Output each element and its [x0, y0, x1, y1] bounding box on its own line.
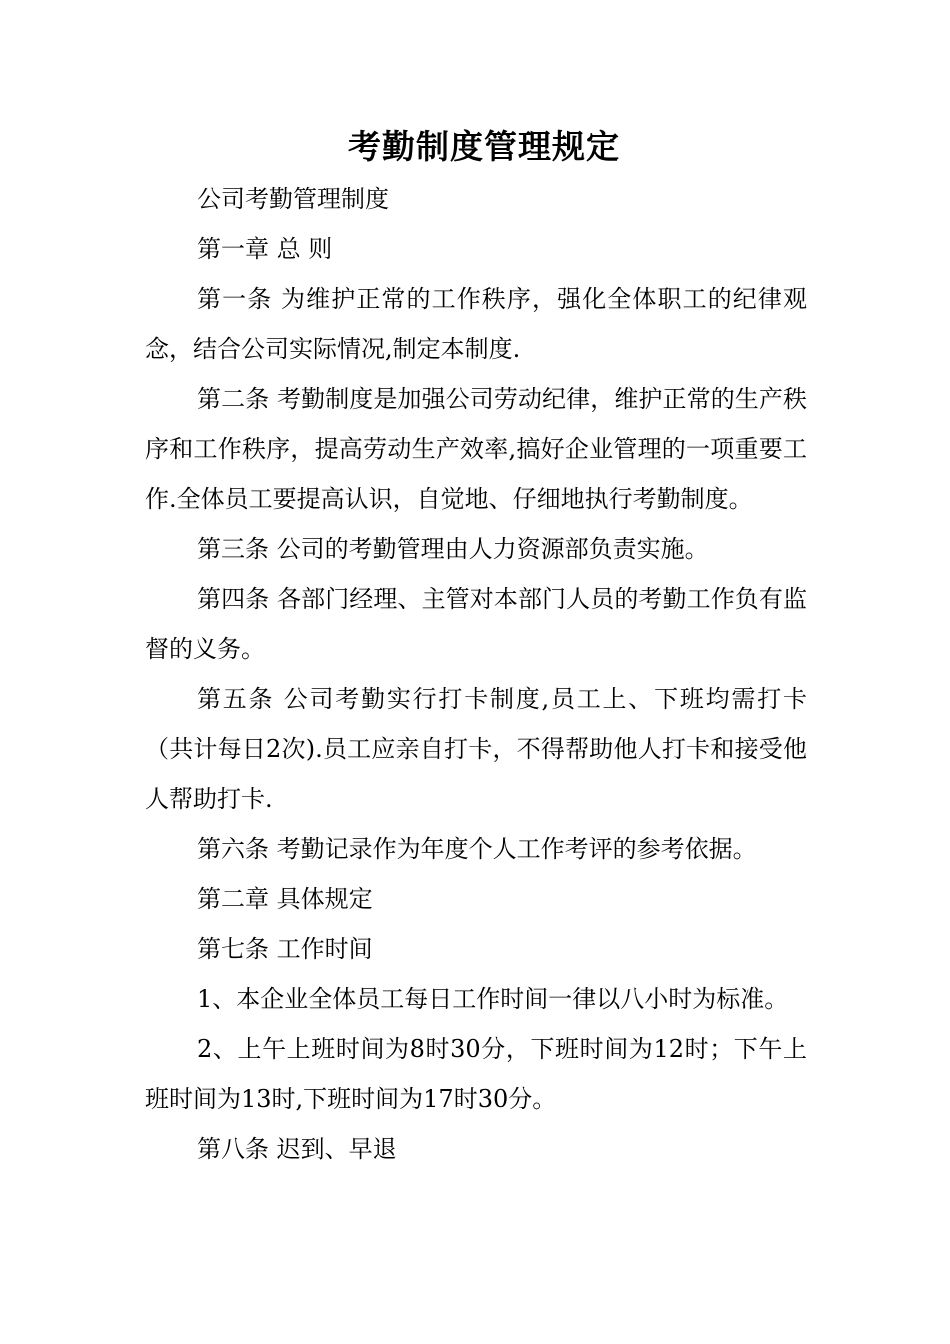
chapter-heading: 第一章 总 则: [197, 235, 333, 263]
subtitle: 公司考勤管理制度: [197, 185, 389, 213]
article-paragraph: 第八条 迟到、早退: [197, 1135, 397, 1163]
article-paragraph: 第六条 考勤记录作为年度个人工作考评的参考依据。: [197, 835, 757, 863]
chapter-heading: 第二章 具体规定: [197, 885, 373, 913]
list-item: 1、本企业全体员工每日工作时间一律以八小时为标准。: [197, 985, 789, 1013]
document-title: 考勤制度管理规定: [348, 127, 620, 166]
article-paragraph: 第五条 公司考勤实行打卡制度,员工上、下班均需打卡（共计每日2次).员工应亲自打卡，不得帮助他人打卡和接受他人帮助打卡.: [145, 685, 807, 813]
article-paragraph: 第二条 考勤制度是加强公司劳动纪律，维护正常的生产秩序和工作秩序，提高劳动生产效率,搞好企业管理的一项重要工作.全体员工要提高认识，自觉地、仔细地执行考勤制度。: [145, 385, 807, 513]
article-paragraph: 第七条 工作时间: [197, 935, 373, 963]
document-body: [145, 174, 807, 1174]
list-item: 2、上午上班时间为8时30分，下班时间为12时；下午上班时间为13时,下班时间为17时30分。: [145, 1035, 807, 1113]
article-paragraph: 第四条 各部门经理、主管对本部门人员的考勤工作负有监督的义务。: [145, 585, 807, 663]
article-paragraph: 第一条 为维护正常的工作秩序，强化全体职工的纪律观念，结合公司实际情况,制定本制度.: [145, 285, 807, 363]
article-paragraph: 第三条 公司的考勤管理由人力资源部负责实施。: [197, 535, 709, 563]
